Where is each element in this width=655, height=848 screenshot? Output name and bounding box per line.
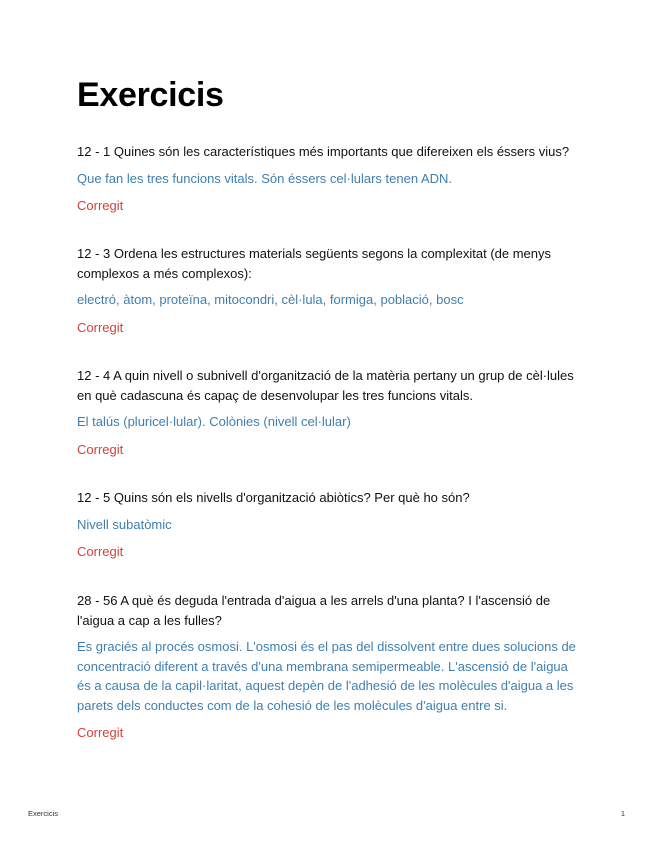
exercise-12-3 (77, 244, 577, 337)
exercise-12-1 (77, 142, 577, 216)
question-text: 12 - 5 Quins són els nivells d'organització abiòtics? Per què ho són? (77, 490, 470, 505)
answer-text: electró, àtom, proteïna, mitocondri, cèl·lula, formiga, població, bosc (77, 292, 464, 307)
answer-text: Es graciés al procés osmosi. L'osmosi és el pas del dissolvent entre dues solucions de concentració diferent a través d'una membrana semipermeable. L'ascensió de l'aigua és a causa de la capil·laritat, aquest depèn de l'adhesió de les molècules d'aigua a les parets dels conductes com de la cohesió de les molècules d'aigua entre si. (77, 639, 576, 713)
exercise-28-56 (77, 591, 577, 743)
question-text: 28 - 56 A què és deguda l'entrada d'aigua a les arrels d'una planta? I l'ascensió de l'aigua a cap a les fulles? (77, 593, 551, 628)
question-text: 12 - 4 A quin nivell o subnivell d'organització de la matèria pertany un grup de cèl·lules en què cadascuna és capaç de desenvolupar les tres funcions vitals. (77, 368, 574, 403)
status-label: Corregit (77, 319, 124, 335)
exercise-12-5 (77, 488, 577, 562)
question-text: 12 - 1 Quines són les característiques més importants que difereixen els éssers vius? (77, 144, 570, 159)
exercise-12-4 (77, 366, 577, 459)
answer-text: Nivell subatòmic (77, 516, 172, 532)
question-text: 12 - 3 Ordena les estructures materials següents segons la complexitat (de menys complexos a més complexos): (77, 246, 552, 281)
status-label: Corregit (77, 441, 124, 457)
status-label: Corregit (77, 725, 124, 740)
page-title: Exercicis (77, 76, 224, 114)
answer-text: El talús (pluricel·lular). Colònies (nivell cel·lular) (77, 414, 351, 429)
answer-text: Que fan les tres funcions vitals. Són éssers cel·lulars tenen ADN. (77, 170, 453, 186)
footer-page-number: 1 (620, 809, 625, 818)
status-label: Corregit (77, 544, 124, 559)
status-label: Corregit (77, 198, 124, 213)
footer-document-title: Exercicis (28, 809, 59, 818)
